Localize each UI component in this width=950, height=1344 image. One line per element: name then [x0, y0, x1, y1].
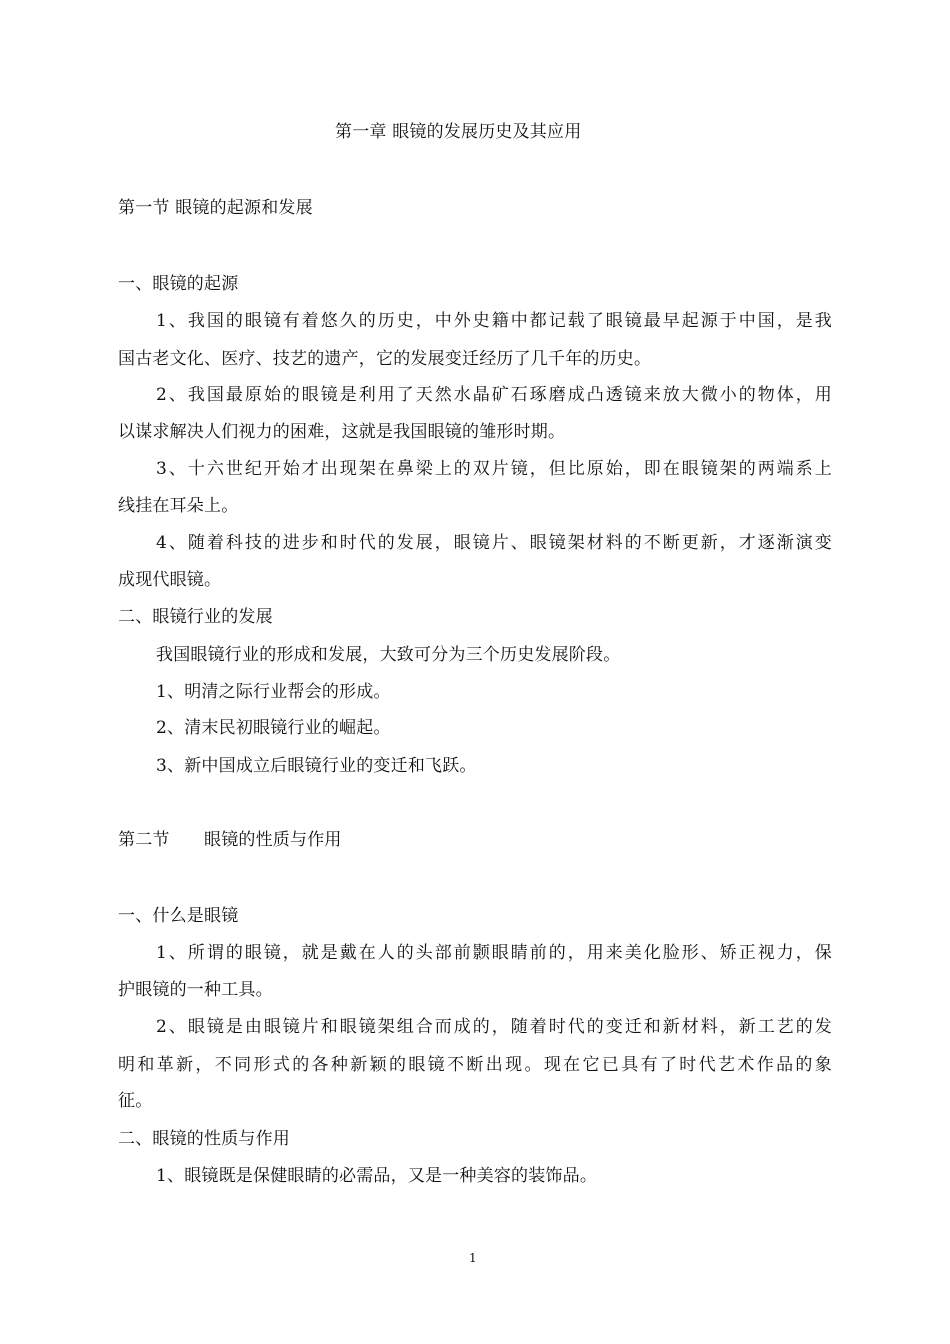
subsection-heading: 二、眼镜行业的发展 [118, 607, 273, 627]
paragraph-line: 1、所谓的眼镜，就是戴在人的头部前颢眼睛前的，用来美化脸形、矫正视力，保 [156, 943, 832, 963]
page-number: 1 [469, 1251, 477, 1265]
list-item: 3、新中国成立后眼镜行业的变迁和飞跃。 [156, 756, 477, 776]
subsection-heading: 一、眼镜的起源 [118, 274, 239, 294]
chapter-title: 第一章 眼镜的发展历史及其应用 [335, 122, 582, 142]
paragraph-line: 国古老文化、医疗、技艺的遗产，它的发展变迁经历了几千年的历史。 [118, 349, 652, 369]
paragraph-line: 2、眼镜是由眼镜片和眼镜架组合而成的，随着时代的变迁和新材料，新工艺的发 [156, 1017, 832, 1037]
paragraph-line: 明和革新，不同形式的各种新颖的眼镜不断出现。现在它已具有了时代艺术作品的象 [118, 1055, 832, 1075]
paragraph-line: 以谋求解决人们视力的困难，这就是我国眼镜的雏形时期。 [118, 422, 566, 442]
subsection-heading: 二、眼镜的性质与作用 [118, 1129, 290, 1149]
paragraph-line: 3、十六世纪开始才出现架在鼻梁上的双片镜，但比原始，即在眼镜架的两端系上 [156, 459, 832, 479]
section-heading: 第一节 眼镜的起源和发展 [118, 198, 313, 218]
list-item: 2、清末民初眼镜行业的崛起。 [156, 718, 391, 738]
paragraph-line: 4、随着科技的进步和时代的发展，眼镜片、眼镜架材料的不断更新，才逐渐演变 [156, 533, 832, 553]
subsection-heading: 一、什么是眼镜 [118, 906, 239, 926]
paragraph-line: 我国眼镜行业的形成和发展，大致可分为三个历史发展阶段。 [156, 645, 621, 665]
paragraph-line: 成现代眼镜。 [118, 570, 222, 590]
paragraph-line: 护眼镜的一种工具。 [118, 980, 273, 1000]
paragraph-line: 1、我国的眼镜有着悠久的历史，中外史籍中都记载了眼镜最早起源于中国，是我 [156, 311, 832, 331]
section-heading: 第二节 眼镜的性质与作用 [118, 830, 342, 850]
paragraph-line: 2、我国最原始的眼镜是利用了天然水晶矿石琢磨成凸透镜来放大微小的物体，用 [156, 385, 832, 405]
paragraph-line: 征。 [118, 1091, 153, 1111]
list-item: 1、明清之际行业帮会的形成。 [156, 682, 391, 702]
paragraph-line: 1、眼镜既是保健眼睛的必需品，又是一种美容的装饰品。 [156, 1166, 598, 1186]
paragraph-line: 线挂在耳朵上。 [118, 496, 239, 516]
